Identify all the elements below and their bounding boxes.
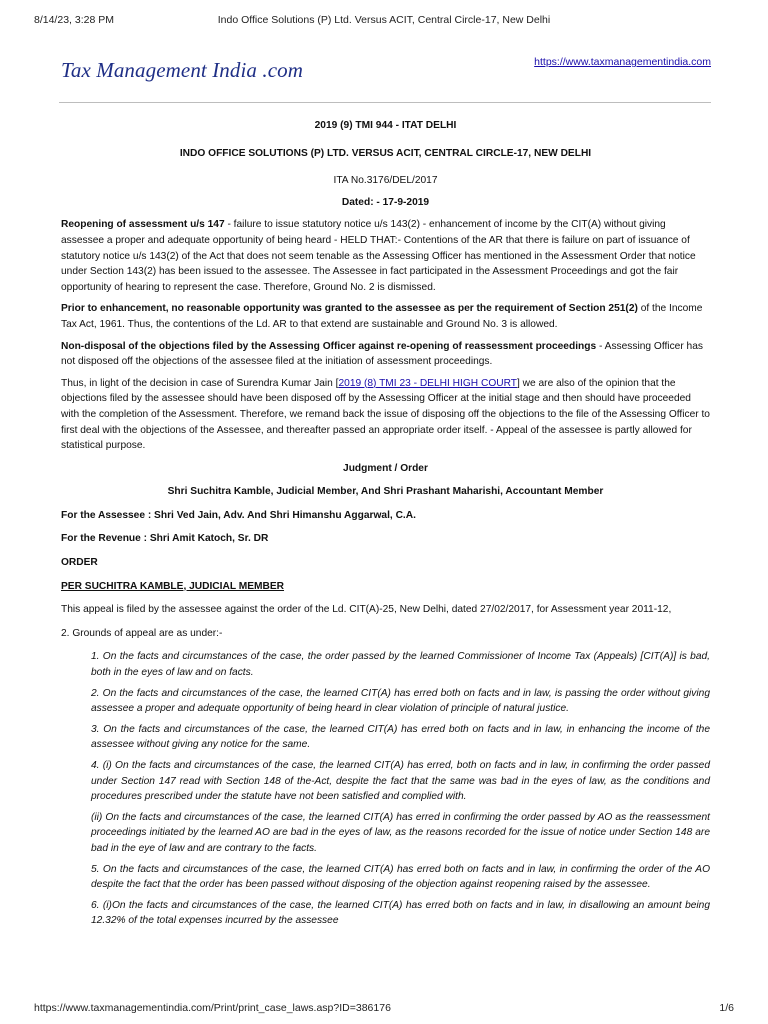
grounds-of-appeal (91, 649, 710, 929)
headnote-objections (61, 339, 710, 370)
ground-item: 3. On the facts and circumstances of the case, the learned CIT(A) has erred both on facts and in law, in enhancing the income of the assessee without giving any notice for the same. (91, 723, 710, 751)
paragraph-1: This appeal is filed by the assessee against the order of the Ld. CIT(A)-25, New Delhi, dated 27/02/2017, for Assessment year 2011-12, (61, 604, 672, 616)
ground-item: 1. On the facts and circumstances of the case, the order passed by the learned Commissioner of Income Tax (Appeals) [CIT(A)] is bad, both in the eyes of law and on facts. (91, 651, 710, 679)
headnote-reopening-text: - failure to issue statutory notice u/s 143(2) - enhancement of income by the CIT(A) without giving assessee a proper and adequate opportunity of being heard - HELD THAT:- Contentions of the AR that there is failure on part of issuance of statutory notice u/s 143(2) of the Act that does not seem tenable as the Assessing Officer has mentioned in the Assessment Order that notice under Section 143(2) has been issued to the assessee. The Assessee in fact participated in the Assessment Proceedings and got the fair opportunity of hearing to represent the case. Therefore, Ground No. 2 is dismissed. (61, 219, 696, 293)
print-footer (34, 1002, 734, 1016)
print-header (34, 14, 734, 28)
paragraph-2: 2. Grounds of appeal are as under:- (61, 627, 223, 639)
header-divider (59, 102, 711, 103)
headnote-enhancement (61, 301, 710, 332)
site-home-link[interactable]: https://www.taxmanagementindia.com (534, 56, 711, 68)
headnote-objections-text: - Assessing Officer has not disposed off the objections of the assessee filed at the initiation of assessment proceedings. (61, 340, 703, 368)
bench-members: Shri Suchitra Kamble, Judicial Member, And Shri Prashant Maharishi, Accountant Member (167, 486, 604, 498)
ground-item: (ii) On the facts and circumstances of the case, the learned CIT(A) has erred in confirming the order passed by AO as the reassessment proceedings initiated by the learned AO are bad in the eyes of law, as the reasons recorded for the issue of notice under Section 148 are bad in the eye of law and are contrary to the facts. (91, 811, 710, 854)
headnote-conclusion-text-b: ] we are also of the opinion that the objections filed by the assessee should have been disposed off by the Assessing Officer at the initial stage and then should have proceeded with the completion of the Assessment. Therefore, we remand back the issue of disposing off the objections to the file of the Assessing Officer to first deal with the objections of the Assessee, and thereafter passed an appropriate order itself. - Appeal of the assessee is partly allowed for statistical purpose. (61, 377, 710, 452)
judgment-heading: Judgment / Order (343, 462, 428, 474)
ground-item: 4. (i) On the facts and circumstances of the case, the learned CIT(A) has erred, both on facts and in law, in confirming the order passed under Section 147 read with Section 148 of the-Act, despite the fact that the same was bad in the eyes of law, as the conditions and procedures prescribed under the statute have not been satisfied and complied with. (91, 760, 710, 803)
print-timestamp: 8/14/23, 3:28 PM (34, 14, 114, 26)
order-heading: ORDER (61, 557, 98, 569)
headnote-reopening (61, 217, 710, 295)
headnote-reopening-title: Reopening of assessment u/s 147 (61, 219, 225, 231)
page-number: 1/6 (719, 1002, 734, 1014)
ground-item: 2. On the facts and circumstances of the case, the learned CIT(A) has erred both on facts and in law, is passing the order without giving assessee a proper and adequate opportunity of being heard in clear violation of principle of natural justice. (91, 687, 710, 715)
case-parties: INDO OFFICE SOLUTIONS (P) LTD. VERSUS ACIT, CENTRAL CIRCLE-17, NEW DELHI (179, 147, 592, 159)
case-reference-link[interactable]: 2019 (8) TMI 23 - DELHI HIGH COURT (338, 377, 517, 389)
ground-item: 6. (i)On the facts and circumstances of the case, the learned CIT(A) has erred both on facts and in law, in disallowing an amount being 12.32% of the total expenses incurred by the assessee (91, 899, 710, 927)
headnote-objections-title: Non-disposal of the objections filed by the Assessing Officer against re-opening of reassessment proceedings (61, 340, 597, 352)
print-footer-url: https://www.taxmanagementindia.com/Print/print_case_laws.asp?ID=386176 (34, 1002, 391, 1014)
headnote-conclusion (61, 376, 710, 454)
counsel-revenue: For the Revenue : Shri Amit Katoch, Sr. DR (61, 533, 269, 545)
document-body (61, 118, 710, 934)
dated-line: Dated: - 17-9-2019 (341, 196, 430, 208)
headnote-enhancement-text: of the Income Tax Act, 1961. Thus, the contentions of the Ld. AR to that extend are sustainable and Ground No. 3 is allowed. (61, 303, 703, 330)
headnote-enhancement-title: Prior to enhancement, no reasonable opportunity was granted to the assessee as per the requirement of Section 251(2) (61, 303, 638, 315)
site-brand-logo[interactable]: Tax Management India .com (61, 58, 304, 82)
ita-number: ITA No.3176/DEL/2017 (333, 175, 438, 187)
case-citation: 2019 (9) TMI 944 - ITAT DELHI (314, 120, 457, 131)
counsel-assessee: For the Assessee : Shri Ved Jain, Adv. And Shri Himanshu Aggarwal, C.A. (61, 509, 416, 521)
per-member-heading: PER SUCHITRA KAMBLE, JUDICIAL MEMBER (61, 580, 285, 592)
ground-item: 5. On the facts and circumstances of the case, the learned CIT(A) has erred both on facts and in law, in confirming the order of the AO despite the fact that the order has been passed without disposing of the objection against reopening raised by the assessee. (91, 863, 710, 891)
headnote-conclusion-text-a: Thus, in light of the decision in case of Surendra Kumar Jain [ (61, 377, 339, 389)
print-title: Indo Office Solutions (P) Ltd. Versus ACIT, Central Circle-17, New Delhi (217, 14, 551, 26)
